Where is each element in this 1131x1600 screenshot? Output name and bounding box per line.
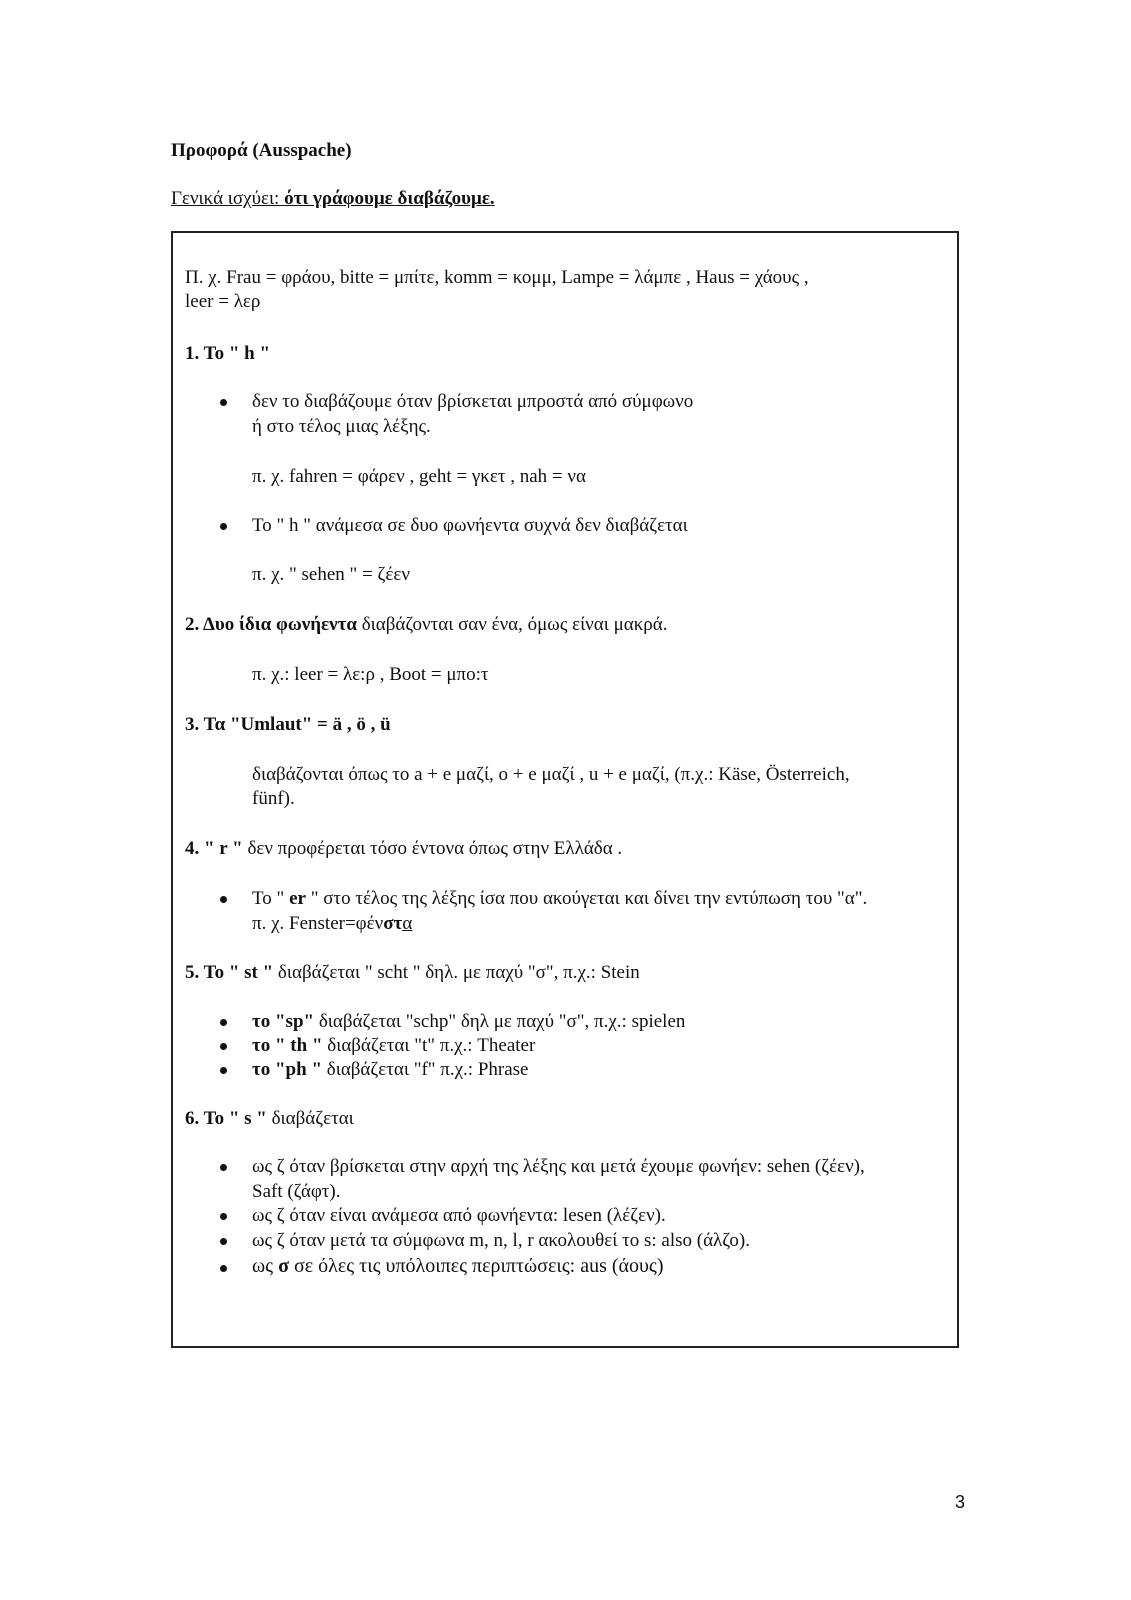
rule-1-bullet-2: Το " h " ανάμεσα σε δυο φωνήεντα συχνά δεν διαβάζεται — [252, 515, 688, 536]
page-title: Προφορά (Ausspache) — [171, 140, 352, 161]
rule-2-title — [185, 612, 668, 637]
bullet-icon — [220, 1067, 227, 1074]
rule-2-example: π. χ.: leer = λε:ρ , Boot = μπο:τ — [252, 664, 489, 685]
rule-3-line-1: διαβάζονται όπως το a + e μαζί, o + e μαζί , u + e μαζί, (π.χ.: Käse, Österreich, — [252, 764, 850, 785]
bullet-icon — [220, 1019, 227, 1026]
rule-1-title-text: 1. Το " h " — [185, 343, 271, 364]
content-box — [171, 231, 959, 1348]
rule-5-bullet-1-bold: το "sp" — [252, 1011, 315, 1032]
rule-6-title-bold: 6. Το " s " — [185, 1108, 267, 1129]
general-rule — [171, 186, 495, 211]
rule-6-bullet-4-bold: σ — [278, 1255, 289, 1277]
rule-5-bullet-2 — [252, 1033, 535, 1058]
rule-6-bullet-2: ως ζ όταν είναι ανάμεσα από φωνήεντα: lesen (λέζεν). — [252, 1205, 666, 1226]
page-number: 3 — [954, 1492, 965, 1512]
rule-6-bullet-1-line-1: ως ζ όταν βρίσκεται στην αρχή της λέξης και μετά έχουμε φωνήεν: sehen (ζέεν), — [252, 1156, 865, 1177]
intro-line-1: Π. χ. Frau = φράου, bitte = μπίτε, komm = κομμ, Lampe = λάμπε , Haus = χάους , — [185, 267, 809, 288]
rule-3-line-2: fünf). — [252, 788, 295, 809]
rule-5-title-bold: 5. Το " st " — [185, 962, 274, 983]
rule-6-title-rest: διαβάζεται — [266, 1108, 354, 1129]
rule-1-bullet-1-line-2: ή στο τέλος μιας λέξης. — [252, 416, 431, 437]
rule-4-bullet-1-bold: er — [289, 888, 306, 909]
rule-4-title-rest: δεν προφέρεται τόσο έντονα όπως στην Ελλάδα . — [242, 838, 623, 859]
bullet-icon — [220, 1043, 227, 1050]
rule-5-title-rest: διαβάζεται " scht " δηλ. με παχύ "σ", π.χ.: Stein — [273, 962, 640, 983]
bullet-icon — [220, 1265, 227, 1272]
bullet-icon — [220, 896, 227, 903]
rule-5-bullet-1-rest: διαβάζεται "schp" δηλ με παχύ "σ", π.χ.: spielen — [314, 1011, 686, 1032]
rule-1-title — [185, 341, 270, 366]
bullet-icon — [220, 1164, 227, 1171]
bullet-icon — [220, 523, 227, 530]
rule-5-bullet-1 — [252, 1009, 685, 1034]
rule-4-title — [185, 836, 622, 861]
rule-6-bullet-1-line-2: Saft (ζάφτ). — [252, 1181, 341, 1202]
rule-4-title-bold: 4. " r " — [185, 838, 243, 859]
intro-line-2: leer = λερ — [185, 291, 261, 312]
rule-2-title-bold: 2. Δυο ίδια φωνήεντα — [185, 614, 357, 635]
bullet-icon — [220, 399, 227, 406]
rule-1-example-2: π. χ. " sehen " = ζέεν — [252, 564, 410, 585]
rule-4-example-bold: στ — [383, 913, 403, 934]
rule-6-bullet-4-post: σε όλες τις υπόλοιπες περιπτώσεις: aus (άους) — [288, 1255, 664, 1277]
rule-5-title — [185, 960, 640, 985]
rule-1-bullet-1-line-1: δεν το διαβάζουμε όταν βρίσκεται μπροστά από σύμφωνο — [252, 391, 694, 412]
rule-5-bullet-2-bold: το " th " — [252, 1035, 323, 1056]
rule-3-title-text: 3. Τα "Umlaut" = ä , ö , ü — [185, 714, 391, 735]
rule-4-example — [252, 911, 412, 936]
rule-4-bullet-1-pre: Το " — [252, 888, 290, 909]
rule-5-bullet-3-rest: διαβάζεται "f" π.χ.: Phrase — [322, 1059, 529, 1080]
bullet-icon — [220, 1238, 227, 1245]
rule-2-title-rest: διαβάζονται σαν ένα, όμως είναι μακρά. — [356, 614, 668, 635]
general-rule-prefix: Γενικά ισχύει: — [171, 188, 285, 209]
rule-1-example-1: π. χ. fahren = φάρεν , geht = γκετ , nah = να — [252, 466, 586, 487]
bullet-icon — [220, 1213, 227, 1220]
rule-5-bullet-3-bold: το "ph " — [252, 1059, 322, 1080]
rule-6-bullet-3: ως ζ όταν μετά τα σύμφωνα m, n, l, r ακολουθεί το s: also (άλζο). — [252, 1230, 750, 1251]
rule-6-bullet-4 — [252, 1254, 664, 1279]
rule-4-bullet-1-post: " στο τέλος της λέξης ίσα που ακούγεται και δίνει την εντύπωση του "α". — [305, 888, 868, 909]
rule-4-bullet-1 — [252, 886, 867, 911]
general-rule-bold: ότι γράφουμε διαβάζουμε. — [284, 188, 495, 209]
rule-6-title — [185, 1106, 354, 1131]
rule-4-example-underline: α — [402, 913, 413, 934]
rule-3-title — [185, 712, 391, 737]
rule-4-example-pre: π. χ. Fenster=φέν — [252, 913, 384, 934]
rule-6-bullet-4-pre: ως — [252, 1255, 279, 1277]
rule-5-bullet-3 — [252, 1057, 529, 1082]
rule-5-bullet-2-rest: διαβάζεται "t" π.χ.: Theater — [322, 1035, 536, 1056]
